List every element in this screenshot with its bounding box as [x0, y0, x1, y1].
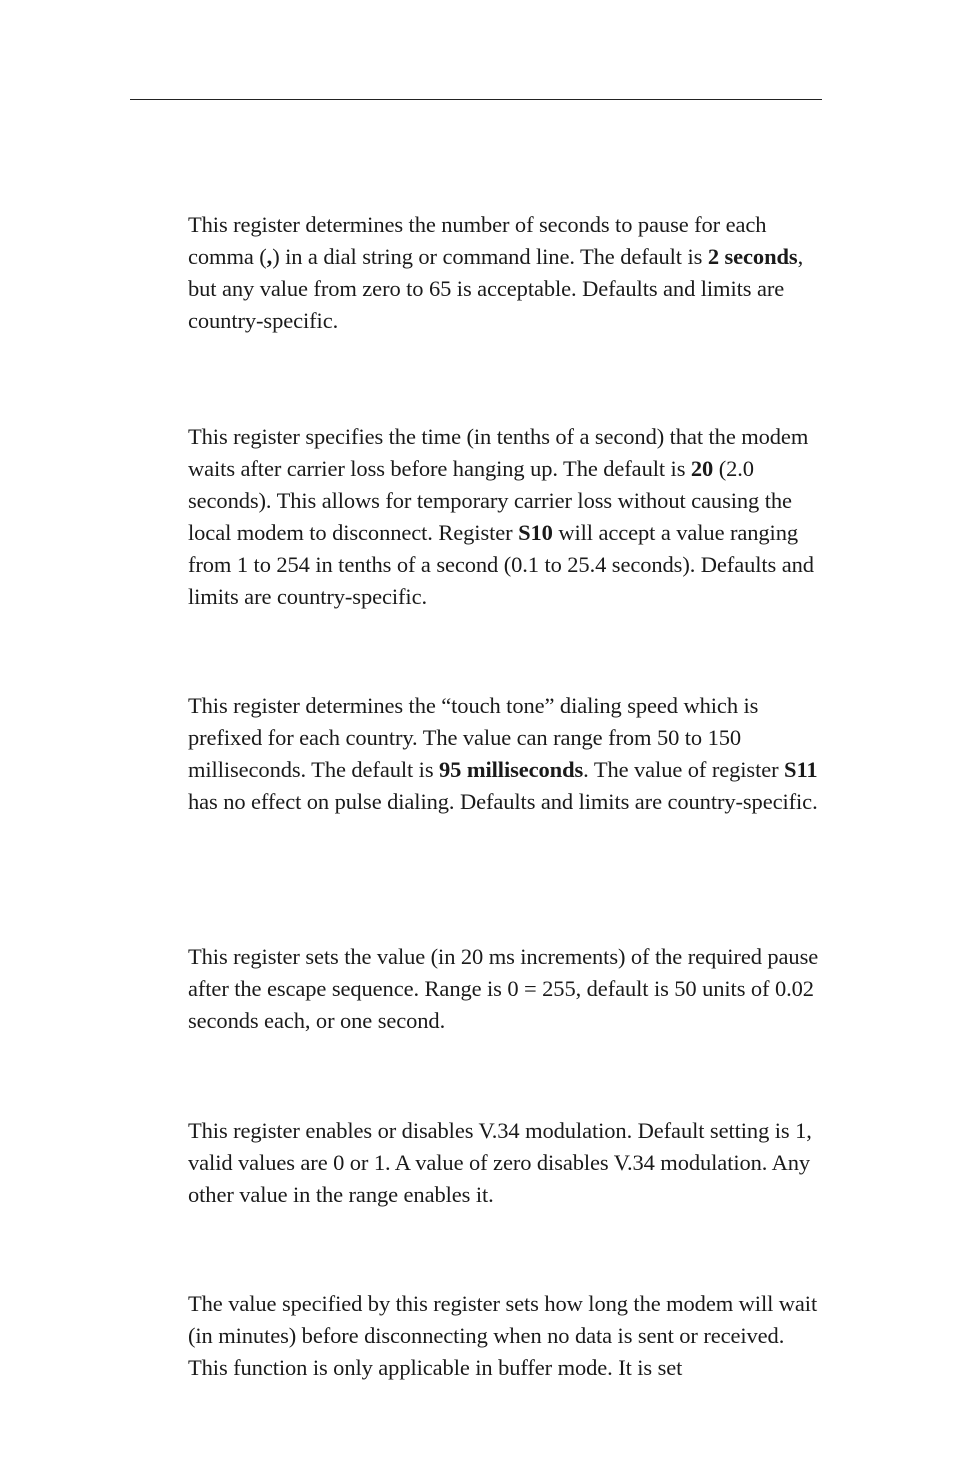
text-segment: This register sets the value (in 20 ms increments) of the required pause after the escape sequence. Range is 0 = 255, default is 50 units of 0.02 seconds each, or one second.	[188, 944, 819, 1033]
bold-text: ,	[266, 244, 273, 269]
bold-text: S11	[784, 757, 818, 782]
paragraph-v34-modulation	[188, 1115, 828, 1211]
paragraph-inactivity-timer	[188, 1288, 828, 1384]
text-segment: This register specifies the time (in tenths of a second) that the modem waits after carrier loss before hanging up. The default is	[188, 424, 809, 481]
header-rule	[130, 99, 822, 100]
paragraph-s8-comma-pause	[188, 209, 828, 337]
text-segment: This register determines the “touch tone” dialing speed which is prefixed for each country. The value can range from 50 to 150 milliseconds. The default is	[188, 693, 759, 782]
text-segment: . The value of register	[583, 757, 785, 782]
paragraph-escape-guard-time	[188, 941, 828, 1037]
paragraph-s10-carrier-loss	[188, 421, 828, 613]
text-segment: has no effect on pulse dialing. Defaults and limits are country-specific.	[188, 789, 818, 814]
text-segment: (2.0 seconds). This allows for temporary carrier loss without causing the local modem to disconnect. Register	[188, 456, 792, 545]
text-segment: ) in a dial string or command line. The default is	[272, 244, 708, 269]
text-segment: The value specified by this register sets how long the modem will wait (in minutes) before disconnecting when no data is sent or received. This function is only applicable in buffer mode. It is set	[188, 1291, 818, 1380]
bold-text: S10	[518, 520, 553, 545]
text-segment: This register enables or disables V.34 modulation. Default setting is 1, valid values are 0 or 1. A value of zero disables V.34 modulation. Any other value in the range enables it.	[188, 1118, 812, 1207]
text-segment: will accept a value ranging from 1 to 254 in tenths of a second (0.1 to 25.4 seconds). Defaults and limits are country-specific.	[188, 520, 814, 609]
text-segment: This register determines the number of seconds to pause for each comma (	[188, 212, 767, 269]
paragraph-s11-dtmf-speed	[188, 690, 828, 818]
text-segment: , but any value from zero to 65 is acceptable. Defaults and limits are country-specific.	[188, 244, 804, 333]
bold-text: 95 milliseconds	[439, 757, 584, 782]
bold-text: 2 seconds	[707, 244, 798, 269]
bold-text: 20	[690, 456, 714, 481]
